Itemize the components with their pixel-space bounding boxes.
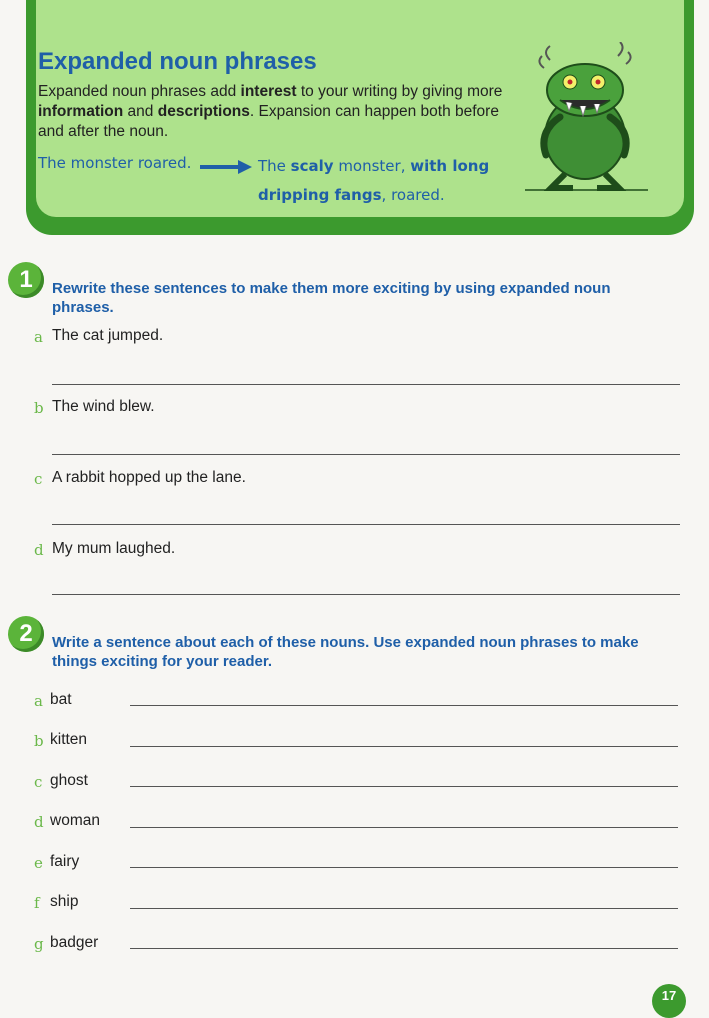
q2-item-noun: ghost — [50, 772, 88, 789]
q1-item-letter: c — [34, 470, 43, 488]
answer-line-q2-a[interactable] — [130, 705, 678, 706]
answer-line-q2-d[interactable] — [130, 827, 678, 828]
monster-illustration-icon — [520, 42, 655, 197]
q1-item-text: A rabbit hopped up the lane. — [52, 469, 246, 486]
q1-item-letter: d — [34, 541, 44, 559]
intro-text: and — [123, 103, 158, 120]
page-number: 17 — [652, 984, 686, 1018]
example-text: The — [258, 157, 291, 175]
page-title: Expanded noun phrases — [38, 48, 317, 75]
q2-item-noun: ship — [50, 893, 79, 910]
q2-item-letter: b — [34, 732, 44, 750]
q2-item-noun: badger — [50, 934, 99, 951]
intro-bold-interest: interest — [240, 83, 297, 100]
intro-text: . Expansion can happen both before and after the noun. — [38, 103, 499, 140]
example-bold: with long — [410, 157, 490, 175]
q1-item-text: The wind blew. — [52, 398, 155, 415]
q1-item-letter: a — [34, 328, 43, 346]
q2-item-letter: f — [34, 894, 40, 912]
q2-item-noun: kitten — [50, 731, 88, 748]
intro-text: Expanded noun phrases add — [38, 83, 241, 100]
q2-item-letter: g — [34, 935, 44, 953]
example-after-line1 — [258, 157, 489, 175]
answer-line-q1-d[interactable] — [52, 594, 680, 595]
question-2-badge: 2 — [8, 616, 44, 652]
question-2-instruction: Write a sentence about each of these nouns. Use expanded noun phrases to make things exciting for your reader. — [52, 634, 639, 670]
q2-item-letter: c — [34, 773, 43, 791]
intro-text: to your writing by giving more — [296, 83, 503, 100]
answer-line-q1-a[interactable] — [52, 384, 680, 385]
answer-line-q2-f[interactable] — [130, 908, 678, 909]
question-1-badge: 1 — [8, 262, 44, 298]
answer-line-q2-g[interactable] — [130, 948, 678, 949]
answer-line-q2-b[interactable] — [130, 746, 678, 747]
q1-item-text: My mum laughed. — [52, 540, 176, 557]
q1-item-text: The cat jumped. — [52, 327, 164, 344]
example-bold: dripping fangs — [258, 186, 382, 204]
q2-item-letter: a — [34, 692, 43, 710]
question-1-instruction: Rewrite these sentences to make them more exciting by using expanded noun phrases. — [52, 280, 611, 316]
example-text: , roared. — [381, 186, 445, 204]
q2-item-letter: e — [34, 854, 43, 872]
example-bold: scaly — [290, 157, 334, 175]
example-after-line2 — [258, 186, 445, 204]
panel-intro — [38, 82, 508, 142]
arrow-right-icon — [200, 160, 252, 174]
answer-line-q2-e[interactable] — [130, 867, 678, 868]
q2-item-noun: woman — [50, 812, 100, 829]
q2-item-noun: fairy — [50, 853, 80, 870]
answer-line-q2-c[interactable] — [130, 786, 678, 787]
intro-bold-descriptions: descriptions — [157, 103, 250, 120]
q2-item-noun: bat — [50, 691, 72, 708]
intro-bold-information: information — [38, 103, 124, 120]
answer-line-q1-c[interactable] — [52, 524, 680, 525]
q2-item-letter: d — [34, 813, 44, 831]
example-text: monster, — [333, 157, 411, 175]
q1-item-letter: b — [34, 399, 44, 417]
answer-line-q1-b[interactable] — [52, 454, 680, 455]
example-before: The monster roared. — [38, 154, 192, 172]
